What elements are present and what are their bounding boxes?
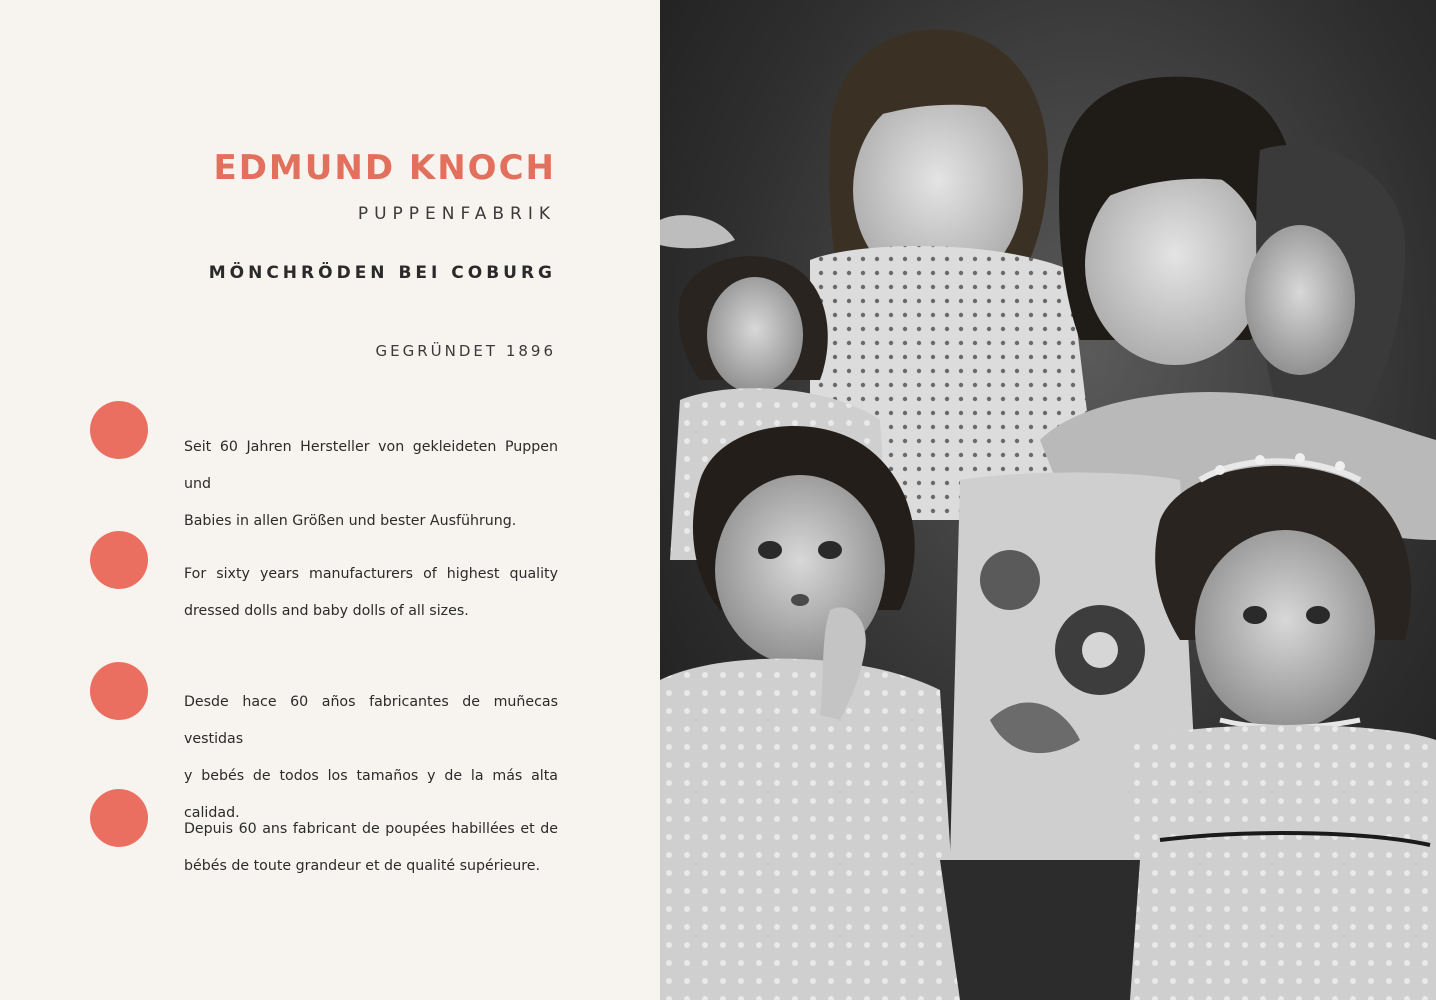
paragraph-english — [184, 556, 558, 630]
founded-year: GEGRÜNDET 1896 — [375, 342, 556, 360]
photo-page — [660, 0, 1436, 1000]
bullet-dot-german — [90, 401, 148, 459]
paragraph-german — [184, 429, 558, 540]
bullet-dot-english — [90, 531, 148, 589]
bullet-dot-spanish — [90, 662, 148, 720]
paragraph-line: dressed dolls and baby dolls of all sizes. — [184, 603, 469, 619]
bullet-dot-french — [90, 789, 148, 847]
children-with-dolls-photo — [660, 0, 1436, 1000]
paragraph-line: bébés de toute grandeur et de qualité supérieure. — [184, 858, 541, 874]
paragraph-line: Depuis 60 ans fabricant de poupées habillées et de — [184, 821, 558, 837]
paragraph-line: Seit 60 Jahren Hersteller von gekleideten Puppen und — [184, 439, 558, 492]
paragraph-line: y bebés de todos los tamaños y de la más alta calidad. — [184, 768, 558, 821]
text-page — [0, 0, 660, 1000]
company-name: EDMUND KNOCH — [213, 148, 556, 188]
paragraph-spanish — [184, 684, 558, 832]
paragraph-line: For sixty years manufacturers of highest quality — [184, 566, 558, 582]
paragraph-line: Babies in allen Größen und bester Ausführung. — [184, 513, 517, 529]
paragraph-line: Desde hace 60 años fabricantes de muñecas vestidas — [184, 694, 558, 747]
company-type: PUPPENFABRIK — [357, 204, 556, 224]
company-location: MÖNCHRÖDEN BEI COBURG — [208, 263, 556, 283]
paragraph-french — [184, 811, 558, 885]
